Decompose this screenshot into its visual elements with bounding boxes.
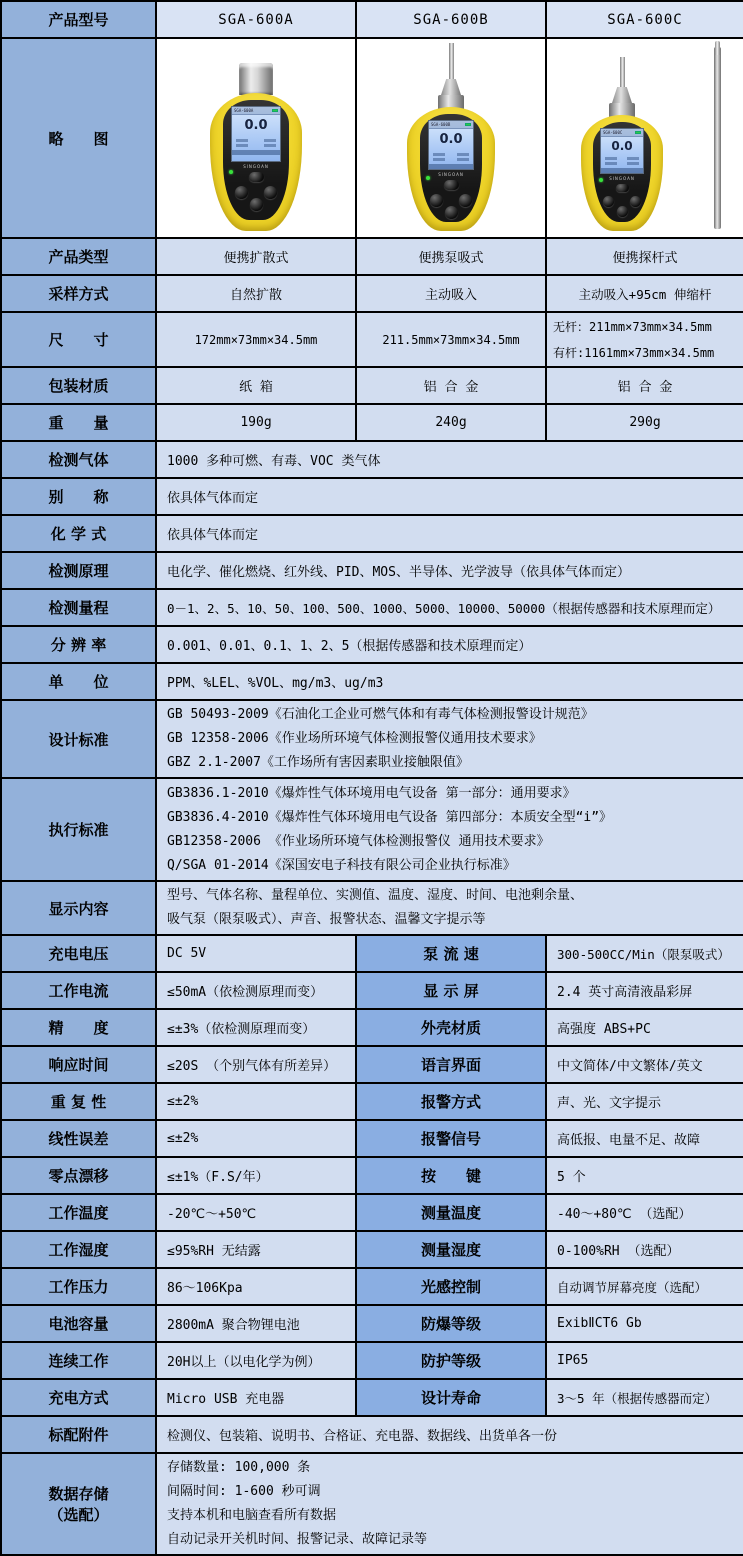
menu-button: [249, 172, 264, 182]
spec-value: ExibⅡCT6 Gb: [546, 1305, 743, 1342]
spec-value: 5 个: [546, 1157, 743, 1194]
dimension-line: 无杆：211mm×73mm×34.5mm: [553, 319, 712, 334]
table-row: [1, 1120, 743, 1157]
pump-probe: [449, 43, 454, 79]
table-row: [1, 1194, 743, 1231]
standard-line: GBZ 2.1-2007《工作场所有害因素职业接触限值》: [167, 755, 469, 770]
probe-cone: [441, 79, 461, 95]
spec-value: 高强度 ABS+PC: [546, 1009, 743, 1046]
right-button: [264, 186, 277, 199]
row-label: 测量温度: [356, 1194, 546, 1231]
row-label: 检测原理: [1, 552, 156, 589]
row-label: 别 称: [1, 478, 156, 515]
left-button: [603, 196, 614, 207]
table-row: [1, 1046, 743, 1083]
enter-button: [445, 206, 458, 219]
product-image-sga-600b: [407, 43, 495, 231]
row-label: 按 键: [356, 1157, 546, 1194]
row-label: 外壳材质: [356, 1009, 546, 1046]
spec-value-c: 铝 合 金: [546, 367, 743, 404]
table-row-exec-standard: [1, 778, 743, 881]
spec-value-multiline: [156, 778, 743, 881]
battery-icon: [465, 123, 471, 126]
spec-value: Micro USB 充电器: [156, 1379, 356, 1416]
brand-label: SINGOAN: [609, 176, 635, 181]
model-name-a: SGA-600A: [156, 1, 356, 38]
spec-value: ≤±2%: [156, 1120, 356, 1157]
spec-value: ≤95%RH 无结露: [156, 1231, 356, 1268]
row-label: 工作湿度: [1, 1231, 156, 1268]
spec-value: PPM、%LEL、%VOL、mg/m3、ug/m3: [156, 663, 743, 700]
standard-line: GB3836.1-2010《爆炸性气体环境用电气设备 第一部分：通用要求》: [167, 785, 576, 801]
row-label: 报警方式: [356, 1083, 546, 1120]
row-label: 语言界面: [356, 1046, 546, 1083]
spec-value-b: 211.5mm×73mm×34.5mm: [356, 312, 546, 367]
table-row: [1, 663, 743, 700]
table-row: [1, 626, 743, 663]
spec-value: 2800mA 聚合物锂电池: [156, 1305, 356, 1342]
spec-value-multiline: [156, 700, 743, 778]
row-label: 泵 流 速: [356, 935, 546, 972]
spec-value: ≤±3%（依检测原理而变）: [156, 1009, 356, 1046]
spec-value-c: 290g: [546, 404, 743, 441]
brand-label: SINGOAN: [438, 172, 464, 177]
telescopic-rod: [714, 47, 721, 229]
standard-line: GB12358-2006 《作业场所环境气体检测报警仪 通用技术要求》: [167, 833, 550, 849]
left-button: [235, 186, 248, 199]
screen-reading: 0.0: [244, 118, 268, 133]
row-label: 零点漂移: [1, 1157, 156, 1194]
spec-value: 20H以上（以电化学为例）: [156, 1342, 356, 1379]
table-row: [1, 972, 743, 1009]
table-row: [1, 1157, 743, 1194]
table-row: [1, 367, 743, 404]
row-label: 尺 寸: [1, 312, 156, 367]
row-label: 光感控制: [356, 1268, 546, 1305]
product-image-sga-600c: [581, 57, 663, 231]
row-label: 测量湿度: [356, 1231, 546, 1268]
spec-value-b: 主动吸入: [356, 275, 546, 312]
spec-value-b: 铝 合 金: [356, 367, 546, 404]
table-row: [1, 478, 743, 515]
row-label: 略 图: [1, 38, 156, 238]
row-label: 检测量程: [1, 589, 156, 626]
row-label: 电池容量: [1, 1305, 156, 1342]
row-label: 设计寿命: [356, 1379, 546, 1416]
spec-value: -40～+80℃ （选配）: [546, 1194, 743, 1231]
spec-value-c: [546, 312, 743, 367]
spec-value: ≤50mA（依检测原理而变）: [156, 972, 356, 1009]
model-name-c: SGA-600C: [546, 1, 743, 38]
spec-value: 电化学、催化燃烧、红外线、PID、MOS、半导体、光学波导（依具体气体而定）: [156, 552, 743, 589]
device-screen: SGA-600B 0.0: [428, 120, 474, 170]
right-button: [459, 194, 472, 207]
row-label: 工作温度: [1, 1194, 156, 1231]
sensor-cap: [239, 63, 273, 95]
table-row: [1, 275, 743, 312]
brand-label: SINGOAN: [243, 164, 269, 169]
standard-line: GB 12358-2006《作业场所环境气体检测报警仪通用技术要求》: [167, 731, 542, 746]
table-row: [1, 1379, 743, 1416]
spec-value: 0.001、0.01、0.1、1、2、5（根据传感器和技术原理而定）: [156, 626, 743, 663]
standard-line: GB3836.4-2010《爆炸性气体环境用电气设备 第四部分：本质安全型“i”》: [167, 809, 613, 825]
row-label: 防护等级: [356, 1342, 546, 1379]
table-row: [1, 441, 743, 478]
row-label: 报警信号: [356, 1120, 546, 1157]
status-led: [599, 178, 603, 182]
spec-value: 中文简体/中文繁体/英文: [546, 1046, 743, 1083]
table-row-accessories: [1, 1416, 743, 1453]
row-label: 单 位: [1, 663, 156, 700]
enter-button: [617, 206, 628, 217]
row-label: 显 示 屏: [356, 972, 546, 1009]
row-label: 标配附件: [1, 1416, 156, 1453]
row-label: [1, 1453, 156, 1555]
pump-probe: [620, 57, 625, 87]
status-led: [229, 170, 233, 174]
row-label: 充电电压: [1, 935, 156, 972]
product-photo-cell-c: [546, 38, 743, 238]
row-label: 分 辨 率: [1, 626, 156, 663]
spec-value: 0-100%RH （选配）: [546, 1231, 743, 1268]
spec-value-a: 纸 箱: [156, 367, 356, 404]
spec-value-multiline: [156, 881, 743, 935]
row-label: 工作压力: [1, 1268, 156, 1305]
button-pad: [234, 172, 278, 212]
row-label: 充电方式: [1, 1379, 156, 1416]
storage-line: 自动记录开关机时间、报警记录、故障记录等: [167, 1532, 428, 1547]
table-row-display-content: [1, 881, 743, 935]
model-name-b: SGA-600B: [356, 1, 546, 38]
spec-value: 检测仪、包装箱、说明书、合格证、充电器、数据线、出货单各一份: [156, 1416, 743, 1453]
row-label: 产品类型: [1, 238, 156, 275]
row-label: 设计标准: [1, 700, 156, 778]
table-row-sketch: [1, 38, 743, 238]
table-row: [1, 1009, 743, 1046]
table-row: [1, 404, 743, 441]
spec-value-b: 便携泵吸式: [356, 238, 546, 275]
device-screen: SGA-600C 0.0: [600, 128, 644, 174]
table-row-data-storage: [1, 1453, 743, 1555]
table-row: [1, 1083, 743, 1120]
spec-value: IP65: [546, 1342, 743, 1379]
device-body: [581, 115, 663, 231]
table-row-design-standard: [1, 700, 743, 778]
table-row: [1, 515, 743, 552]
spec-value: ≤±1%（F.S/年）: [156, 1157, 356, 1194]
storage-line: 支持本机和电脑查看所有数据: [167, 1508, 337, 1523]
probe-cone: [612, 87, 632, 103]
storage-line: 间隔时间: 1-600 秒可调: [167, 1484, 321, 1499]
row-label: 重 复 性: [1, 1083, 156, 1120]
enter-button: [250, 198, 263, 211]
table-row: [1, 1305, 743, 1342]
table-row: [1, 312, 743, 367]
table-row: [1, 1268, 743, 1305]
row-label: 产品型号: [1, 1, 156, 38]
screen-reading: 0.0: [611, 139, 633, 153]
spec-value: ≤±2%: [156, 1083, 356, 1120]
spec-value: 1000 多种可燃、有毒、VOC 类气体: [156, 441, 743, 478]
table-row-model: [1, 1, 743, 38]
row-label: 精 度: [1, 1009, 156, 1046]
product-image-sga-600a: [210, 63, 302, 231]
spec-value: 声、光、文字提示: [546, 1083, 743, 1120]
spec-value: 3～5 年（根据传感器而定）: [546, 1379, 743, 1416]
row-label: 化 学 式: [1, 515, 156, 552]
spec-value: 300-500CC/Min（限泵吸式）: [546, 935, 743, 972]
table-row: [1, 589, 743, 626]
spec-value: -20℃～+50℃: [156, 1194, 356, 1231]
storage-line: 存储数量: 100,000 条: [167, 1460, 311, 1475]
spec-value-a: 自然扩散: [156, 275, 356, 312]
spec-value: 依具体气体而定: [156, 478, 743, 515]
spec-value: 86～106Kpa: [156, 1268, 356, 1305]
table-row: [1, 1342, 743, 1379]
menu-button: [616, 184, 629, 192]
device-body: [407, 107, 495, 231]
spec-value-b: 240g: [356, 404, 546, 441]
button-pad: [602, 184, 642, 218]
spec-value-c: 便携探杆式: [546, 238, 743, 275]
spec-value-c: 主动吸入+95cm 伸缩杆: [546, 275, 743, 312]
table-row: [1, 238, 743, 275]
battery-icon: [635, 131, 641, 134]
spec-value: ≤20S （个别气体有所差异）: [156, 1046, 356, 1083]
row-label-line: （选配）: [48, 1506, 109, 1524]
spec-value: DC 5V: [156, 935, 356, 972]
spec-value-a: 190g: [156, 404, 356, 441]
standard-line: Q/SGA 01-2014《深国安电子科技有限公司企业执行标准》: [167, 857, 516, 873]
row-label: 包装材质: [1, 367, 156, 404]
device-screen: SGA-600A 0.0: [231, 106, 281, 162]
row-label: 线性误差: [1, 1120, 156, 1157]
spec-value: 2.4 英寸高清液晶彩屏: [546, 972, 743, 1009]
table-row: [1, 1231, 743, 1268]
left-button: [430, 194, 443, 207]
device-body: [210, 93, 302, 231]
battery-icon: [272, 109, 278, 112]
row-label: 连续工作: [1, 1342, 156, 1379]
spec-value: 自动调节屏幕亮度（选配）: [546, 1268, 743, 1305]
product-photo-cell-a: [156, 38, 356, 238]
content-line: 型号、气体名称、量程单位、实测值、温度、湿度、时间、电池剩余量、: [167, 888, 584, 903]
right-button: [630, 196, 641, 207]
row-label: 重 量: [1, 404, 156, 441]
button-pad: [429, 180, 473, 220]
table-row: [1, 935, 743, 972]
spec-value: 依具体气体而定: [156, 515, 743, 552]
spec-value: 高低报、电量不足、故障: [546, 1120, 743, 1157]
dimension-line: 有杆:1161mm×73mm×34.5mm: [553, 345, 715, 360]
row-label: 工作电流: [1, 972, 156, 1009]
row-label: 检测气体: [1, 441, 156, 478]
spec-value-a: 172mm×73mm×34.5mm: [156, 312, 356, 367]
screen-reading: 0.0: [439, 132, 463, 147]
product-photo-cell-b: [356, 38, 546, 238]
row-label: 防爆等级: [356, 1305, 546, 1342]
row-label: 显示内容: [1, 881, 156, 935]
spec-value-multiline: [156, 1453, 743, 1555]
standard-line: GB 50493-2009《石油化工企业可燃气体和有毒气体检测报警设计规范》: [167, 707, 594, 722]
spec-value: 0－1、2、5、10、50、100、500、1000、5000、10000、50000（根据传感器和技术原理而定）: [156, 589, 743, 626]
spec-value-a: 便携扩散式: [156, 238, 356, 275]
row-label: 响应时间: [1, 1046, 156, 1083]
table-row: [1, 552, 743, 589]
row-label-line: 数据存储: [48, 1485, 109, 1503]
content-line: 吸气泵（限泵吸式）、声音、报警状态、温馨文字提示等: [167, 912, 486, 927]
row-label: 执行标准: [1, 778, 156, 881]
menu-button: [444, 180, 459, 190]
row-label: 采样方式: [1, 275, 156, 312]
